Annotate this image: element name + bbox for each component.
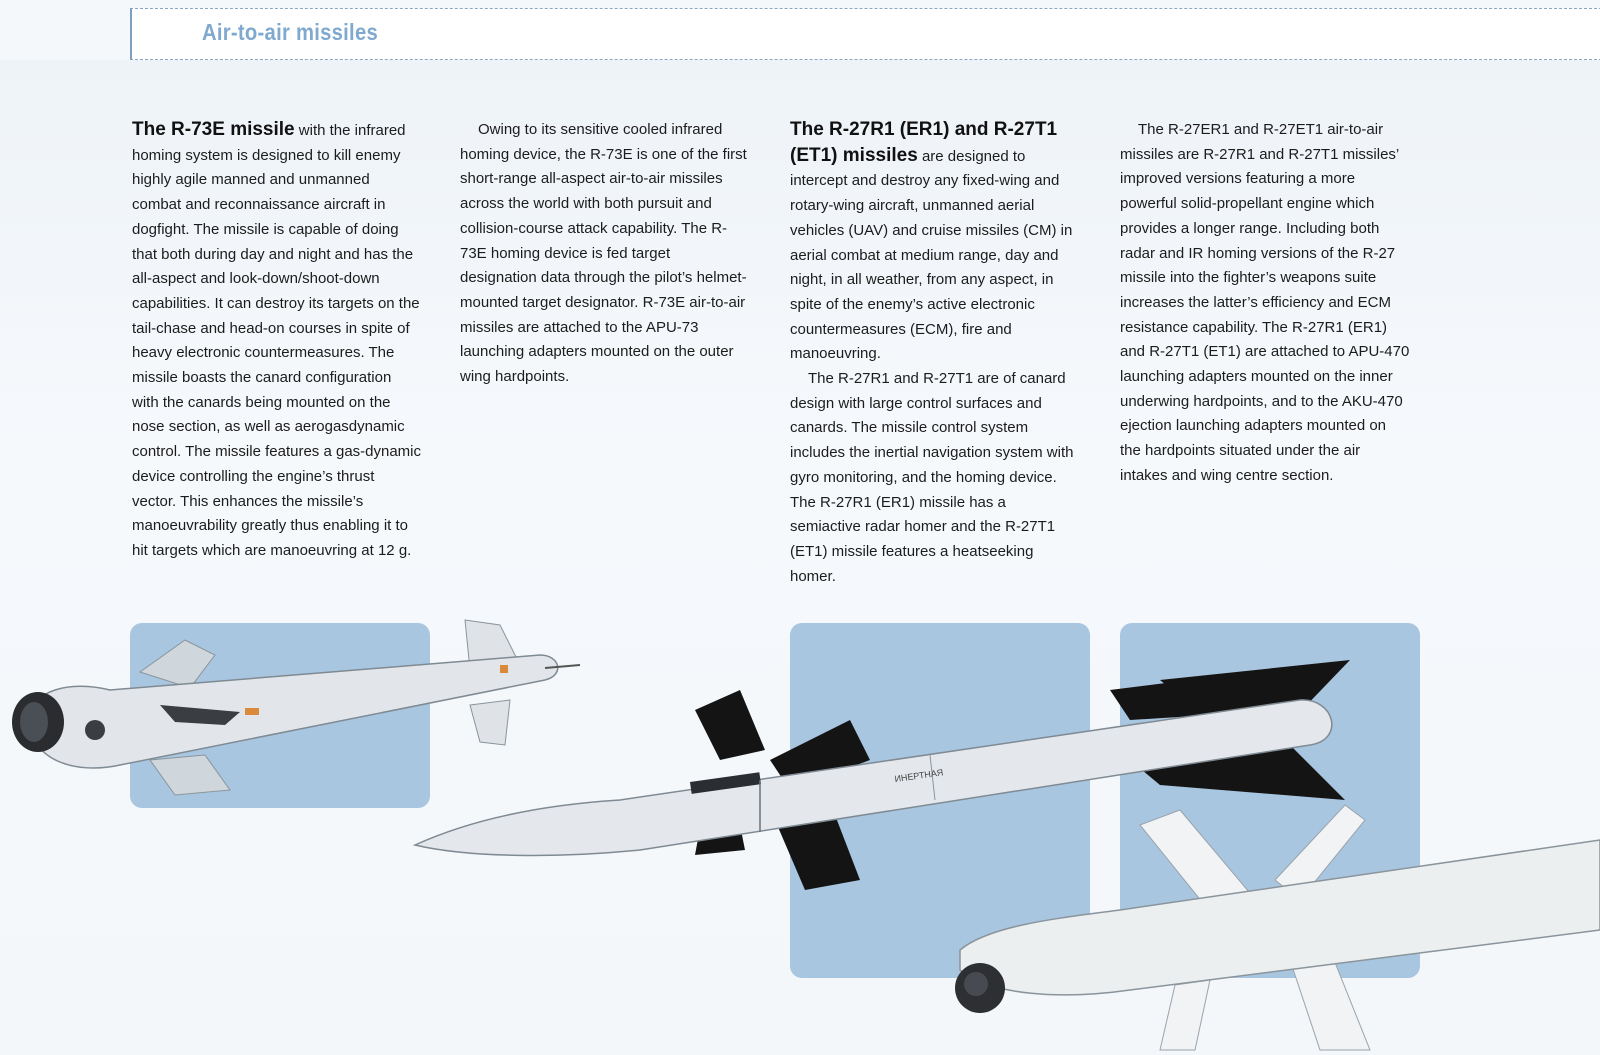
r27-lower-missile-image <box>955 805 1600 1050</box>
section-title: Air-to-air missiles <box>202 19 378 45</box>
r73e-lead: The R-73E missile <box>132 119 295 140</box>
r73e-body: with the infrared homing system is designed to kill enemy highly agile manned and unmanned combat and reconnaissance aircraft in dogfight. The missile is capable of doing that both during day and night and has the all-aspect and look-down/shoot-down capabilities. It can destroy its targets on the tail-chase and head-on courses in spite of heavy electronic countermeasures. The missile boasts the canard configuration with the canards being mounted on the nose section, as well as aerogasdynamic control. The missile features a gas-dynamic device controlling the engine’s thrust vector. This enhances the missile’s manoeuvrability greatly thus enabling it to hit targets which are manoeuvring at 12 g. <box>132 122 422 559</box>
r27er-paragraph: The R-27ER1 and R-27ET1 air-to-air missiles are R-27R1 and R-27T1 missiles’ improved versions featuring a more powerful solid-propellant engine which provides a longer range. Including both radar and IR homing versions of the R-27 missile into the fighter’s weapons suite increases the latter’s efficiency and ECM resistance capability. The R-27R1 (ER1) and R-27T1 (ET1) are attached to APU-470 launching adapters mounted on the inner underwing hardpoints, and to the AKU-470 ejection launching adapters mounted on the hardpoints situated under the air intakes and wing centre section. <box>1120 121 1410 484</box>
r73e-homing-paragraph: Owing to its sensitive cooled infrared homing device, the R-73E is one of the first short-range all-aspect air-to-air missiles across the world with both pursuit and collision-course attack capability. The R-73E homing device is fed target designation data through the pilot’s helmet-mounted target designator. R-73E air-to-air missiles are attached to the APU-73 launching adapters mounted on the outer wing hardpoints. <box>460 121 747 386</box>
r73e-missile-image <box>12 620 580 795</box>
r27-lead: The R-27R1 (ER1) and R-27T1 (ET1) missiles <box>790 119 1058 166</box>
r27-paragraph-2: The R-27R1 and R-27T1 are of canard design with large control surfaces and canards. The missile control system includes the inertial navigation system with gyro monitoring, and the homing device. The R-27R1 (ER1) missile has a semiactive radar homer and the R-27T1 (ET1) missile features a heatseeking homer. <box>790 370 1074 585</box>
missile-inert-marking: ИНЕРТНАЯ <box>893 767 944 784</box>
r27-body: are designed to intercept and destroy any fixed-wing and rotary-wing aircraft, unmanned aerial vehicles (UAV) and cruise missiles (CM) in aerial combat at medium range, day and night, in all weather, from any aspect, in spite of the enemy’s active electronic countermeasures (ECM), fire and manoeuvring. <box>790 147 1073 363</box>
